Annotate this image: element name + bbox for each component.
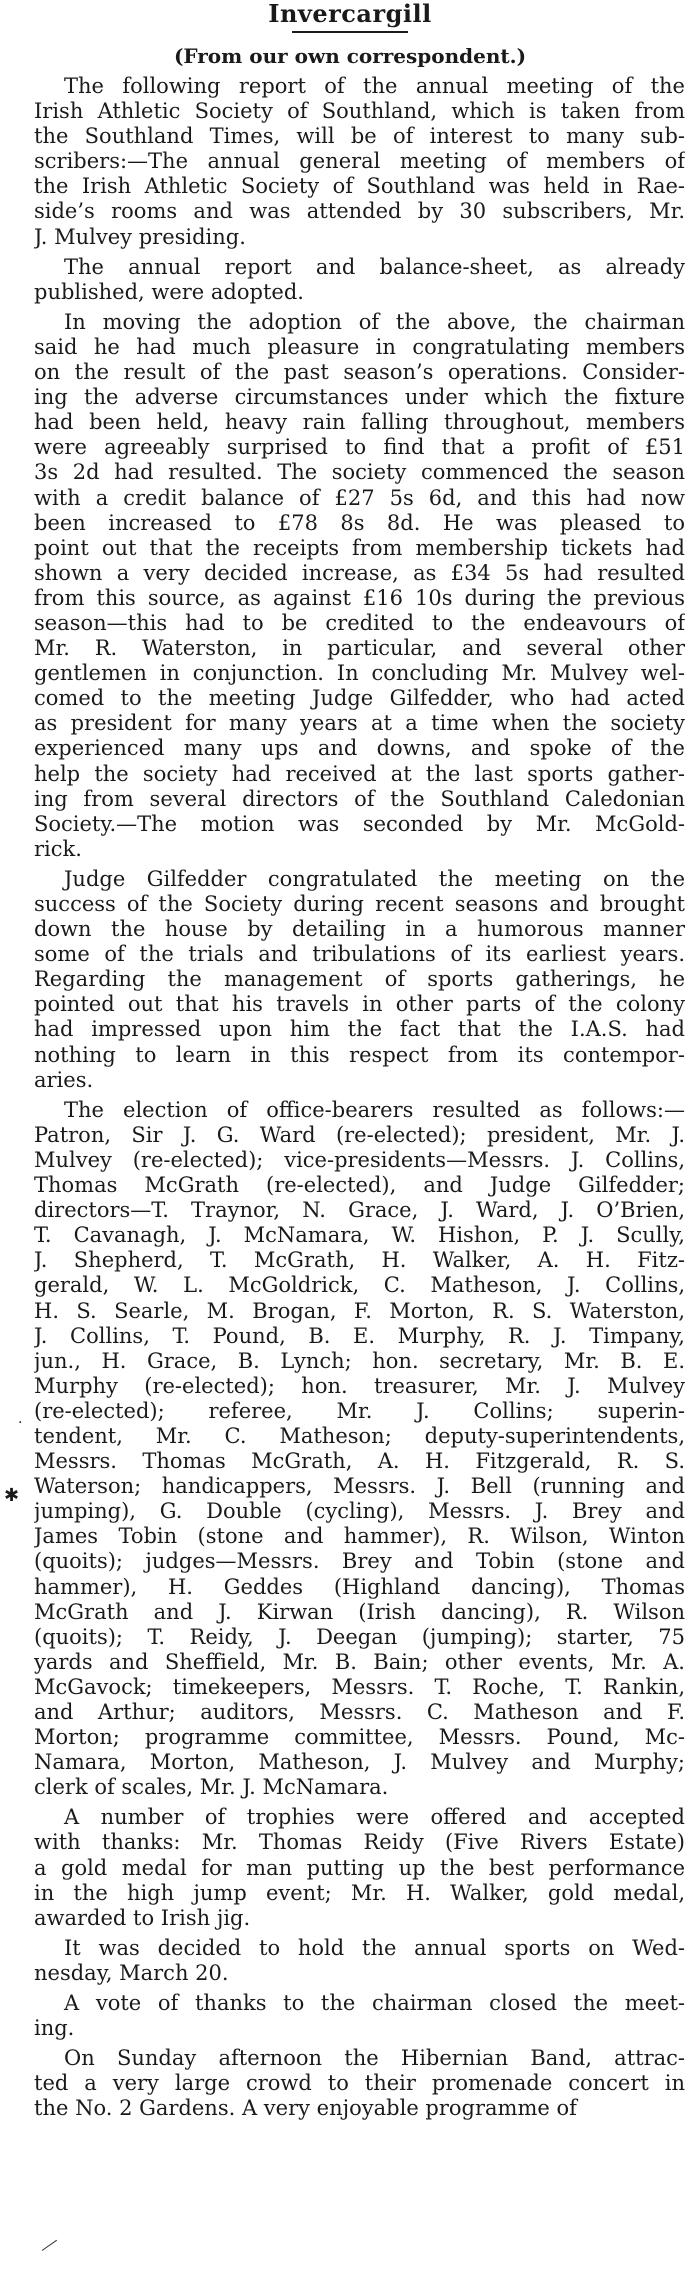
text-line: It was decided to hold the annual sports on Wed- (64, 1935, 685, 1960)
article-heading: Invercargill (268, 0, 432, 28)
text-line: tendent, Mr. C. Matheson; deputy-superintendents, (34, 1423, 685, 1448)
text-line: aries. (34, 1067, 94, 1092)
text-line: on the result of the past season’s operations. Consider- (34, 360, 685, 385)
text-line: Irish Athletic Society of Southland, which is taken from (34, 99, 685, 124)
article-paragraph (34, 1936, 685, 1986)
text-line: J. Shepherd, T. McGrath, H. Walker, A. H. Fitz- (34, 1248, 685, 1273)
article-paragraph (34, 255, 685, 305)
text-line: down the house by detailing in a humorous manner (34, 917, 685, 942)
text-line: ted a very large crowd to their promenade concert in (34, 2071, 685, 2096)
article-paragraph (34, 1098, 685, 1801)
text-line: nothing to learn in this respect from its contempor- (34, 1042, 685, 1067)
margin-mark: ✱ (4, 1485, 20, 1506)
text-line: were agreeably surprised to find that a profit of £51 (34, 435, 685, 460)
text-line: some of the trials and tribulations of its earliest years. (34, 942, 685, 967)
text-line: James Tobin (stone and hammer), R. Wilson, Winton (34, 1524, 685, 1549)
text-line: with a credit balance of £27 5s 6d, and this had now (34, 485, 685, 510)
text-line: H. S. Searle, M. Brogan, F. Morton, R. S. Waterston, (34, 1298, 685, 1323)
text-line: Waterson; handicappers, Messrs. J. Bell (running and (34, 1474, 685, 1499)
text-line: Mr. R. Waterston, in particular, and several other (34, 636, 685, 661)
text-line: from this source, as against £16 10s during the previous (34, 585, 685, 610)
text-line: In moving the adoption of the above, the chairman (64, 309, 685, 334)
text-line: Murphy (re-elected); hon. treasurer, Mr. J. Mulvey (34, 1373, 685, 1398)
text-line: shown a very decided increase, as £34 5s had resulted (34, 560, 685, 585)
text-line: Mulvey (re-elected); vice-presidents—Messrs. J. Collins, (34, 1147, 685, 1172)
text-line: 3s 2d had resulted. The society commenced the season (34, 460, 685, 485)
text-line: success of the Society during recent seasons and brought (34, 892, 685, 916)
article-paragraph (34, 1991, 685, 2041)
text-line: with thanks: Mr. Thomas Reidy (Five Rivers Estate) (34, 1830, 685, 1855)
article-paragraph (34, 2046, 685, 2121)
text-line: (re-elected); referee, Mr. J. Collins; superin- (34, 1398, 685, 1423)
heading-rule (292, 31, 408, 33)
text-line: hammer), H. Geddes (Highland dancing), Thomas (34, 1574, 685, 1599)
article-paragraph (34, 867, 685, 1093)
text-line: Morton; programme committee, Messrs. Pound, Mc- (34, 1725, 685, 1750)
text-line: season—this had to be credited to the endeavours of (34, 610, 685, 635)
article-paragraph (34, 1805, 685, 1930)
text-line: the Irish Athletic Society of Southland was held in Rae- (34, 174, 685, 199)
text-line: ing. (34, 2016, 75, 2041)
text-line: J. Collins, T. Pound, B. E. Murphy, R. J. Timpany, (34, 1323, 685, 1348)
text-line: yards and Sheffield, Mr. B. Bain; other events, Mr. A. (34, 1649, 685, 1674)
text-line: The following report of the annual meeting of the (64, 74, 685, 98)
text-line: gentlemen in conjunction. In concluding Mr. Mulvey wel- (34, 661, 685, 686)
text-line: McGavock; timekeepers, Messrs. T. Roche, T. Rankin, (34, 1674, 685, 1699)
text-line: J. Mulvey presiding. (34, 224, 246, 249)
text-line: a gold medal for man putting up the best performance (34, 1855, 685, 1880)
text-line: (quoits); judges—Messrs. Brey and Tobin (stone and (34, 1549, 685, 1574)
text-line: pointed out that his travels in other parts of the colony (34, 992, 685, 1017)
speck-mark: . (18, 1411, 23, 1427)
text-line: jumping), G. Double (cycling), Messrs. J. Brey and (34, 1499, 685, 1524)
text-line: gerald, W. L. McGoldrick, C. Matheson, J. Collins, (34, 1273, 685, 1298)
stray-pen-mark (42, 2240, 57, 2251)
text-line: clerk of scales, Mr. J. McNamara. (34, 1775, 389, 1800)
text-line: and Arthur; auditors, Messrs. C. Matheson and F. (34, 1700, 685, 1724)
text-line: A number of trophies were offered and accepted (64, 1805, 685, 1830)
text-line: McGrath and J. Kirwan (Irish dancing), R. Wilson (34, 1599, 685, 1624)
article-paragraph (34, 74, 685, 250)
article-paragraph (34, 310, 685, 862)
text-line: awarded to Irish jig. (34, 1905, 251, 1930)
text-line: ing from several directors of the Southland Caledonian (34, 786, 685, 811)
text-line: A vote of thanks to the chairman closed the meet- (64, 1991, 685, 2016)
text-line: T. Cavanagh, J. McNamara, W. Hishon, P. J. Scully, (34, 1223, 685, 1248)
text-line: published, were adopted. (34, 279, 304, 304)
text-line: scribers:—The annual general meeting of members of (34, 149, 685, 174)
text-line: the No. 2 Gardens. A very enjoyable programme of (34, 2096, 577, 2121)
text-line: On Sunday afternoon the Hibernian Band, attrac- (64, 2046, 685, 2071)
text-line: Regarding the management of sports gatherings, he (34, 967, 685, 992)
text-line: been increased to £78 8s 8d. He was pleased to (34, 510, 685, 535)
text-line: as president for many years at a time when the society (34, 711, 685, 736)
text-line: in the high jump event; Mr. H. Walker, gold medal, (34, 1880, 685, 1905)
text-line: said he had much pleasure in congratulating members (34, 334, 685, 359)
text-line: nesday, March 20. (34, 1960, 229, 1985)
text-line: help the society had received at the last sports gather- (34, 761, 685, 786)
text-line: Thomas McGrath (re-elected), and Judge Gilfedder; (34, 1173, 685, 1198)
text-line: Namara, Morton, Matheson, J. Mulvey and Murphy; (34, 1750, 685, 1775)
text-line: point out that the receipts from membership tickets had (34, 535, 685, 560)
text-line: Messrs. Thomas McGrath, A. H. Fitzgerald, R. S. (34, 1449, 685, 1474)
text-line: The annual report and balance-sheet, as already (64, 254, 685, 279)
text-line: directors—T. Traynor, N. Grace, J. Ward, J. O’Brien, (34, 1198, 685, 1223)
text-line: had been held, heavy rain falling throughout, members (34, 410, 685, 435)
text-line: ing the adverse circumstances under which the fixture (34, 385, 685, 410)
text-line: The election of office-bearers resulted as follows:— (64, 1097, 685, 1122)
text-line: experienced many ups and downs, and spoke of the (34, 736, 685, 761)
article-body (34, 74, 685, 2122)
text-line: Judge Gilfedder congratulated the meeting on the (64, 866, 685, 891)
text-line: (quoits); T. Reidy, J. Deegan (jumping); starter, 75 (34, 1624, 685, 1649)
text-line: comed to the meeting Judge Gilfedder, who had acted (34, 686, 685, 711)
text-line: Society.—The motion was seconded by Mr. McGold- (34, 811, 685, 836)
article-subheading: (From our own correspondent.) (173, 44, 527, 68)
text-line: the Southland Times, will be of interest to many sub- (34, 124, 685, 149)
text-line: had impressed upon him the fact that the I.A.S. had (34, 1017, 685, 1042)
text-line: side’s rooms and was attended by 30 subscribers, Mr. (34, 199, 685, 224)
text-line: Patron, Sir J. G. Ward (re-elected); president, Mr. J. (34, 1122, 685, 1147)
text-line: jun., H. Grace, B. Lynch; hon. secretary, Mr. B. E. (34, 1348, 685, 1373)
text-line: rick. (34, 836, 82, 861)
